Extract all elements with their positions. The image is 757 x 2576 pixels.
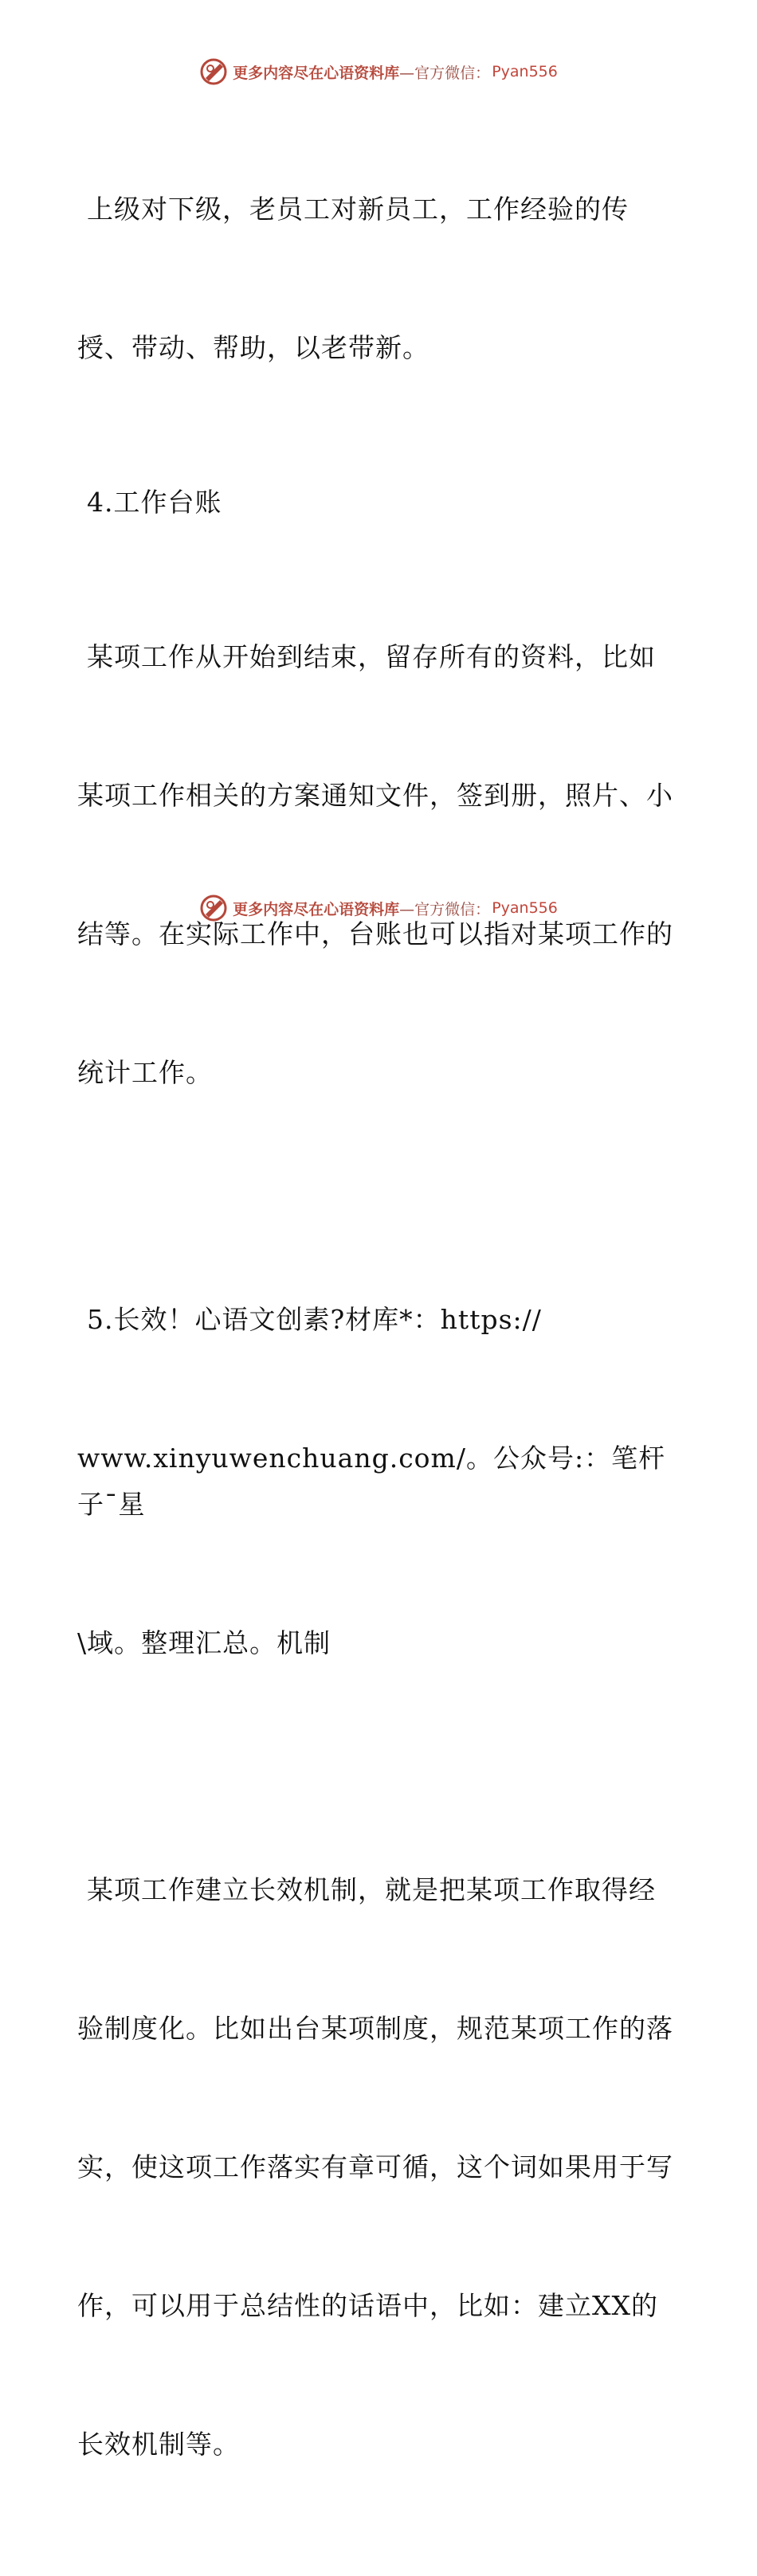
text-line: 某项工作相关的方案通知文件，签到册，照片、小 xyxy=(77,780,673,811)
text-line: 某项工作从开始到结束，留存所有的资料，比如 xyxy=(87,641,656,672)
banner-wechat-handle: Pyan556 xyxy=(492,63,558,80)
banner-lead-text: 更多内容尽在心语资料库 xyxy=(233,900,400,918)
text-line: 授、带动、帮助，以老带新。 xyxy=(77,332,429,363)
footer-banner xyxy=(0,892,757,924)
text-line: 某项工作建立长效机制，就是把某项工作取得经 xyxy=(87,1874,656,1905)
quill-seal-icon xyxy=(199,57,228,86)
text-line: 实，使这项工作落实有章可循，这个词如果用于写 xyxy=(77,2151,673,2183)
header-banner xyxy=(0,56,757,88)
heading-work-ledger: 4.工作台账 xyxy=(87,487,222,518)
paragraph-long-term-mechanism xyxy=(77,1775,691,2560)
text-line: 验制度化。比如出台某项制度，规范某项工作的落 xyxy=(77,2013,673,2044)
banner-wechat-handle: Pyan556 xyxy=(492,899,558,917)
text-line: www.xinyuwenchuang.com/。公众号:：笔杆子¯星 xyxy=(77,1443,666,1520)
document-body xyxy=(77,94,691,2576)
text-line: 5.长效！心语文创素?材库*：https:// xyxy=(87,1304,542,1335)
banner-contact-text: —官方微信： xyxy=(399,64,491,82)
banner-lead-text: 更多内容尽在心语资料库 xyxy=(233,64,400,82)
text-line: 长效机制等。 xyxy=(77,2429,240,2460)
paragraph-work-ledger xyxy=(77,542,691,1188)
text-line: 统计工作。 xyxy=(77,1057,213,1088)
text-line: 上级对下级，老员工对新员工，工作经验的传 xyxy=(87,194,629,225)
quill-seal-icon xyxy=(199,894,228,922)
text-line: \域。整理汇总。机制 xyxy=(77,1627,331,1658)
banner-contact-text: —官方微信： xyxy=(399,900,491,918)
text-line: 作，可以用于总结性的话语中，比如：建立XX的 xyxy=(77,2290,658,2321)
paragraph-mentoring xyxy=(77,94,691,464)
text-line: 结等。在实际工作中，台账也可以指对某项工作的 xyxy=(77,918,673,949)
heading-long-term-mechanism xyxy=(77,1204,691,1759)
